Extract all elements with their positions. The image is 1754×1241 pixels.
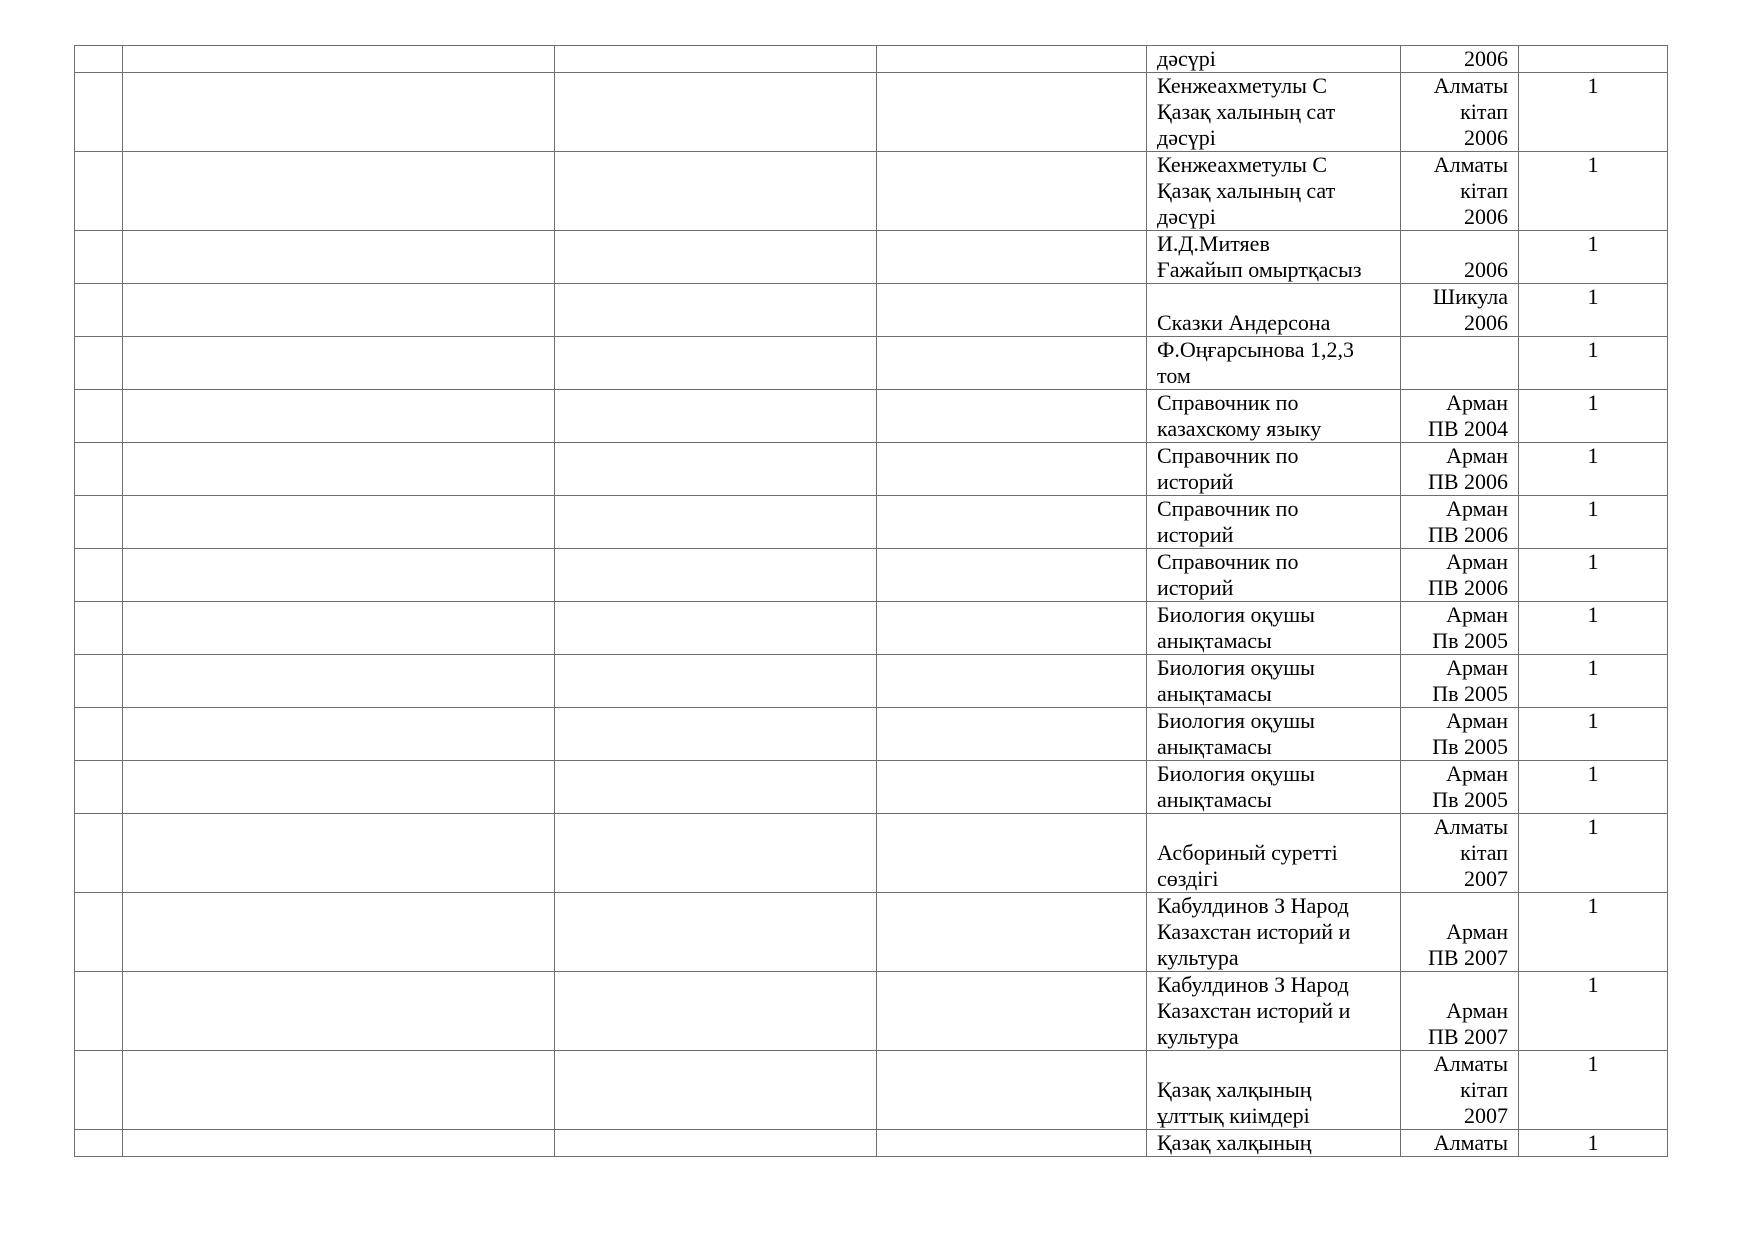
number-cell — [75, 893, 123, 972]
empty-cell — [877, 893, 1147, 972]
table-row — [75, 893, 1668, 972]
publisher-year-cell: Алматы кітап 2007 — [1401, 814, 1519, 893]
empty-cell — [123, 496, 555, 549]
book-title-cell: Биология оқушы анықтамасы — [1147, 655, 1401, 708]
quantity-cell: 1 — [1519, 1051, 1668, 1130]
publisher-year-cell: Шикула 2006 — [1401, 284, 1519, 337]
empty-cell — [877, 1051, 1147, 1130]
publisher-year-cell: Арман Пв 2005 — [1401, 761, 1519, 814]
number-cell — [75, 814, 123, 893]
publisher-year-cell: 2006 — [1401, 231, 1519, 284]
empty-cell — [555, 708, 877, 761]
quantity-cell: 1 — [1519, 602, 1668, 655]
table-row — [75, 972, 1668, 1051]
book-title-cell: Биология оқушы анықтамасы — [1147, 602, 1401, 655]
quantity-cell — [1519, 46, 1668, 73]
empty-cell — [877, 390, 1147, 443]
number-cell — [75, 1130, 123, 1157]
empty-cell — [123, 1130, 555, 1157]
table-row — [75, 814, 1668, 893]
empty-cell — [877, 284, 1147, 337]
table-row — [75, 390, 1668, 443]
book-title-cell: Қазақ халқының ұлттық киімдері — [1147, 1051, 1401, 1130]
empty-cell — [555, 972, 877, 1051]
book-title-cell: Кенжеахметулы С Қазақ халының сат дәсүрі — [1147, 152, 1401, 231]
empty-cell — [555, 390, 877, 443]
publisher-year-cell: Арман ПВ 2007 — [1401, 893, 1519, 972]
empty-cell — [123, 390, 555, 443]
empty-cell — [877, 972, 1147, 1051]
empty-cell — [555, 893, 877, 972]
book-title-cell: Справочник по историй — [1147, 549, 1401, 602]
publisher-year-cell: Арман ПВ 2006 — [1401, 496, 1519, 549]
quantity-cell: 1 — [1519, 549, 1668, 602]
book-title-cell: Ф.Оңғарсынова 1,2,3 том — [1147, 337, 1401, 390]
empty-cell — [555, 231, 877, 284]
book-title-cell: дәсүрі — [1147, 46, 1401, 73]
number-cell — [75, 152, 123, 231]
quantity-cell: 1 — [1519, 972, 1668, 1051]
table-row — [75, 761, 1668, 814]
empty-cell — [555, 549, 877, 602]
quantity-cell: 1 — [1519, 1130, 1668, 1157]
publisher-year-cell: Алматы кітап 2007 — [1401, 1051, 1519, 1130]
book-title-cell: Справочник по историй — [1147, 443, 1401, 496]
quantity-cell: 1 — [1519, 814, 1668, 893]
number-cell — [75, 549, 123, 602]
number-cell — [75, 46, 123, 73]
publisher-year-cell: Арман ПВ 2004 — [1401, 390, 1519, 443]
publisher-year-cell: Алматы кітап 2006 — [1401, 152, 1519, 231]
publisher-year-cell: Арман ПВ 2006 — [1401, 549, 1519, 602]
empty-cell — [877, 761, 1147, 814]
book-title-cell: Биология оқушы анықтамасы — [1147, 761, 1401, 814]
empty-cell — [555, 73, 877, 152]
number-cell — [75, 602, 123, 655]
table-row — [75, 549, 1668, 602]
empty-cell — [877, 231, 1147, 284]
number-cell — [75, 708, 123, 761]
publisher-year-cell: Алматы кітап 2006 — [1401, 73, 1519, 152]
quantity-cell: 1 — [1519, 284, 1668, 337]
empty-cell — [877, 1130, 1147, 1157]
empty-cell — [877, 708, 1147, 761]
empty-cell — [123, 73, 555, 152]
quantity-cell: 1 — [1519, 708, 1668, 761]
book-title-cell: Асбориный суретті сөздігі — [1147, 814, 1401, 893]
empty-cell — [555, 1130, 877, 1157]
quantity-cell: 1 — [1519, 496, 1668, 549]
empty-cell — [555, 496, 877, 549]
number-cell — [75, 73, 123, 152]
table-body — [75, 46, 1668, 1157]
empty-cell — [123, 549, 555, 602]
empty-cell — [877, 496, 1147, 549]
empty-cell — [123, 337, 555, 390]
publisher-year-cell: Арман ПВ 2007 — [1401, 972, 1519, 1051]
number-cell — [75, 972, 123, 1051]
table-row — [75, 443, 1668, 496]
publisher-year-cell: Алматы — [1401, 1130, 1519, 1157]
book-title-cell: Кабулдинов З Народ Казахстан историй и культура — [1147, 972, 1401, 1051]
table-row — [75, 152, 1668, 231]
book-title-cell: И.Д.Митяев Ғажайып омыртқасыз — [1147, 231, 1401, 284]
book-title-cell: Справочник по казахскому языку — [1147, 390, 1401, 443]
quantity-cell: 1 — [1519, 231, 1668, 284]
table-row — [75, 1051, 1668, 1130]
empty-cell — [123, 231, 555, 284]
quantity-cell: 1 — [1519, 390, 1668, 443]
book-title-cell: Қазақ халқының — [1147, 1130, 1401, 1157]
empty-cell — [123, 655, 555, 708]
table-row — [75, 46, 1668, 73]
empty-cell — [123, 1051, 555, 1130]
publisher-year-cell: Арман ПВ 2006 — [1401, 443, 1519, 496]
number-cell — [75, 390, 123, 443]
publisher-year-cell: Арман Пв 2005 — [1401, 602, 1519, 655]
table-row — [75, 337, 1668, 390]
empty-cell — [877, 337, 1147, 390]
empty-cell — [123, 284, 555, 337]
empty-cell — [123, 972, 555, 1051]
publisher-year-cell: Арман Пв 2005 — [1401, 708, 1519, 761]
table-row — [75, 73, 1668, 152]
empty-cell — [555, 761, 877, 814]
number-cell — [75, 1051, 123, 1130]
number-cell — [75, 231, 123, 284]
table-row — [75, 655, 1668, 708]
number-cell — [75, 496, 123, 549]
empty-cell — [555, 46, 877, 73]
book-title-cell: Кенжеахметулы С Қазақ халының сат дәсүрі — [1147, 73, 1401, 152]
empty-cell — [123, 761, 555, 814]
number-cell — [75, 284, 123, 337]
empty-cell — [555, 655, 877, 708]
book-title-cell: Биология оқушы анықтамасы — [1147, 708, 1401, 761]
quantity-cell: 1 — [1519, 152, 1668, 231]
empty-cell — [555, 1051, 877, 1130]
book-inventory-table — [74, 45, 1668, 1157]
empty-cell — [123, 814, 555, 893]
table-row — [75, 496, 1668, 549]
publisher-year-cell: 2006 — [1401, 46, 1519, 73]
quantity-cell: 1 — [1519, 761, 1668, 814]
number-cell — [75, 337, 123, 390]
empty-cell — [877, 814, 1147, 893]
empty-cell — [877, 655, 1147, 708]
book-title-cell: Справочник по историй — [1147, 496, 1401, 549]
empty-cell — [123, 602, 555, 655]
number-cell — [75, 761, 123, 814]
empty-cell — [877, 152, 1147, 231]
empty-cell — [555, 814, 877, 893]
empty-cell — [877, 46, 1147, 73]
empty-cell — [877, 549, 1147, 602]
publisher-year-cell — [1401, 337, 1519, 390]
empty-cell — [123, 893, 555, 972]
book-title-cell: Сказки Андерсона — [1147, 284, 1401, 337]
quantity-cell: 1 — [1519, 443, 1668, 496]
empty-cell — [877, 602, 1147, 655]
number-cell — [75, 655, 123, 708]
empty-cell — [555, 152, 877, 231]
table-row — [75, 284, 1668, 337]
table-row — [75, 1130, 1668, 1157]
empty-cell — [877, 73, 1147, 152]
quantity-cell: 1 — [1519, 655, 1668, 708]
number-cell — [75, 443, 123, 496]
empty-cell — [123, 152, 555, 231]
empty-cell — [877, 443, 1147, 496]
table-row — [75, 602, 1668, 655]
quantity-cell: 1 — [1519, 893, 1668, 972]
empty-cell — [555, 337, 877, 390]
quantity-cell: 1 — [1519, 73, 1668, 152]
publisher-year-cell: Арман Пв 2005 — [1401, 655, 1519, 708]
empty-cell — [123, 708, 555, 761]
empty-cell — [555, 602, 877, 655]
empty-cell — [555, 284, 877, 337]
table-row — [75, 231, 1668, 284]
empty-cell — [123, 443, 555, 496]
quantity-cell: 1 — [1519, 337, 1668, 390]
empty-cell — [123, 46, 555, 73]
book-title-cell: Кабулдинов З Народ Казахстан историй и культура — [1147, 893, 1401, 972]
table-row — [75, 708, 1668, 761]
empty-cell — [555, 443, 877, 496]
